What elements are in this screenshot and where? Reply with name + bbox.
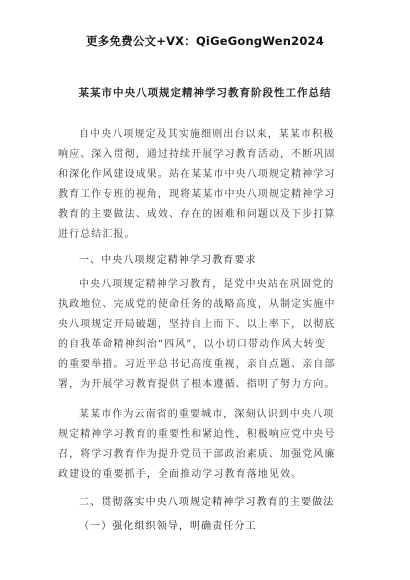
body-line: 央八项规定开局破题，坚持自上而下、以上率下，以彻底 — [58, 319, 336, 330]
header-banner: 更多免费公文+VX：QiGeGongWen2024 — [86, 34, 324, 48]
section-heading-2: 二、贯彻落实中央八项规定精神学习教育的主要做法 — [79, 497, 335, 508]
body-line: 规定精神学习教育的重要性和紧迫性，积极响应党中央号 — [58, 429, 336, 440]
body-line: 进行总结汇报。 — [58, 229, 136, 240]
body-line: 召，将学习教育作为提升党员干部政治素质、加强党风廉 — [58, 449, 336, 460]
document-title: 某某市中央八项规定精神学习教育阶段性工作总结 — [78, 87, 332, 99]
body-line: 署，为开展学习教育提供了根本遵循、指明了努力方向。 — [58, 379, 336, 390]
body-line: 某某市作为云南省的重要城市，深刻认识到中央八项 — [79, 409, 335, 420]
body-line: 教育的主要做法、成效、存在的困难和问题以及下步打算 — [58, 209, 336, 220]
section-heading-1: 一、中央八项规定精神学习教育要求 — [79, 255, 257, 266]
body-line: 和深化作风建设成果。站在某某市中央八项规定精神学习 — [58, 169, 336, 180]
subsection-heading-1: （一）强化组织领导，明确责任分工 — [79, 521, 257, 532]
body-line: 中央八项规定精神学习教育，是党中央站在巩固党的 — [79, 279, 335, 290]
body-line: 教育工作专班的视角，现将某某市中央八项规定精神学习 — [58, 189, 336, 200]
body-line: 执政地位、完成党的使命任务的战略高度，从制定实施中 — [58, 299, 336, 310]
body-line: 自中央八项规定及其实施细则出台以来，某某市积极 — [79, 129, 335, 140]
body-line: 政建设的重要抓手，全面推动学习教育落地见效。 — [58, 469, 303, 480]
body-line: 响应、深入贯彻，通过持续开展学习教育活动，不断巩固 — [58, 149, 336, 160]
body-line: 的自我革命精神纠治“四风”，以小切口带动作风大转变 — [58, 339, 326, 350]
body-line: 的重要举措。习近平总书记高度重视，亲自点题、亲自部 — [58, 359, 336, 370]
